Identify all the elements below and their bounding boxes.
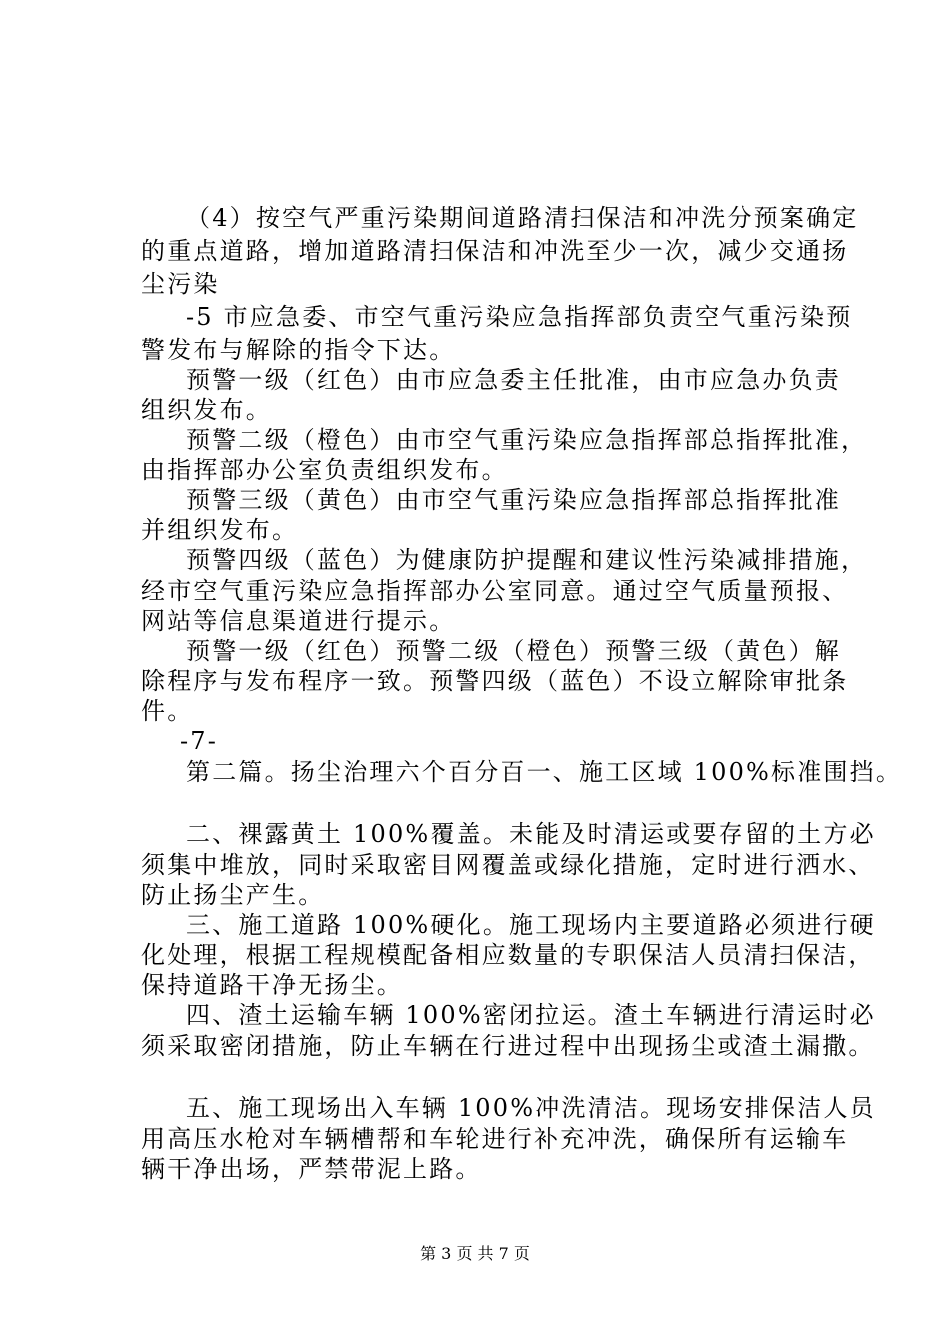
paragraph-line: -5 市应急委、市空气重污染应急指挥部负责空气重污染预 bbox=[186, 303, 853, 331]
section-heading: 第二篇。扬尘治理六个百分百一、施工区域 100%标准围挡。 bbox=[186, 758, 903, 786]
paragraph-line: 预警一级（红色）由市应急委主任批准，由市应急办负责 bbox=[186, 366, 841, 394]
page-number-footer: 第 3 页 共 7 页 bbox=[420, 1244, 530, 1263]
paragraph-line: 尘污染 bbox=[141, 270, 220, 298]
paragraph-line: 网站等信息渠道进行提示。 bbox=[141, 607, 456, 635]
paragraph-line: 预警一级（红色）预警二级（橙色）预警三级（黄色）解 bbox=[186, 637, 841, 665]
paragraph-line: 经市空气重污染应急指挥部办公室同意。通过空气质量预报、 bbox=[141, 577, 849, 605]
paragraph-line: （4）按空气严重污染期间道路清扫保洁和冲洗分预案确定 bbox=[186, 204, 859, 232]
paragraph-line: 防止扬尘产生。 bbox=[141, 881, 325, 909]
paragraph-line: 二、裸露黄土 100%覆盖。未能及时清运或要存留的土方必 bbox=[186, 820, 876, 848]
paragraph-line: 用高压水枪对车辆槽帮和车轮进行补充冲洗，确保所有运输车 bbox=[141, 1125, 849, 1153]
paragraph-line: 警发布与解除的指令下达。 bbox=[141, 336, 456, 364]
paragraph-line: -7- bbox=[180, 727, 219, 755]
paragraph-line: 预警四级（蓝色）为健康防护提醒和建议性污染减排措施， bbox=[186, 546, 868, 574]
paragraph-line: 预警三级（黄色）由市空气重污染应急指挥部总指挥批准 bbox=[186, 486, 841, 514]
paragraph-line: 件。 bbox=[141, 697, 194, 725]
paragraph-line: 并组织发布。 bbox=[141, 516, 299, 544]
paragraph-line: 组织发布。 bbox=[141, 396, 272, 424]
paragraph-line: 辆干净出场，严禁带泥上路。 bbox=[141, 1155, 482, 1183]
paragraph-line: 三、施工道路 100%硬化。施工现场内主要道路必须进行硬 bbox=[186, 911, 876, 939]
paragraph-line: 须集中堆放，同时采取密目网覆盖或绿化措施，定时进行洒水、 bbox=[141, 851, 875, 879]
paragraph-line: 四、渣土运输车辆 100%密闭拉运。渣土车辆进行清运时必 bbox=[186, 1001, 876, 1029]
paragraph-line: 须采取密闭措施，防止车辆在行进过程中出现扬尘或渣土漏撒。 bbox=[141, 1032, 875, 1060]
paragraph-line: 由指挥部办公室负责组织发布。 bbox=[141, 456, 508, 484]
paragraph-line: 除程序与发布程序一致。预警四级（蓝色）不设立解除审批条 bbox=[141, 667, 849, 695]
paragraph-line: 预警二级（橙色）由市空气重污染应急指挥部总指挥批准， bbox=[186, 426, 868, 454]
paragraph-line: 五、施工现场出入车辆 100%冲洗清洁。现场安排保洁人员 bbox=[186, 1094, 876, 1122]
paragraph-line: 保持道路干净无扬尘。 bbox=[141, 971, 403, 999]
paragraph-line: 化处理，根据工程规模配备相应数量的专职保洁人员清扫保洁， bbox=[141, 941, 875, 969]
paragraph-line: 的重点道路，增加道路清扫保洁和冲洗至少一次，减少交通扬 bbox=[141, 237, 849, 265]
